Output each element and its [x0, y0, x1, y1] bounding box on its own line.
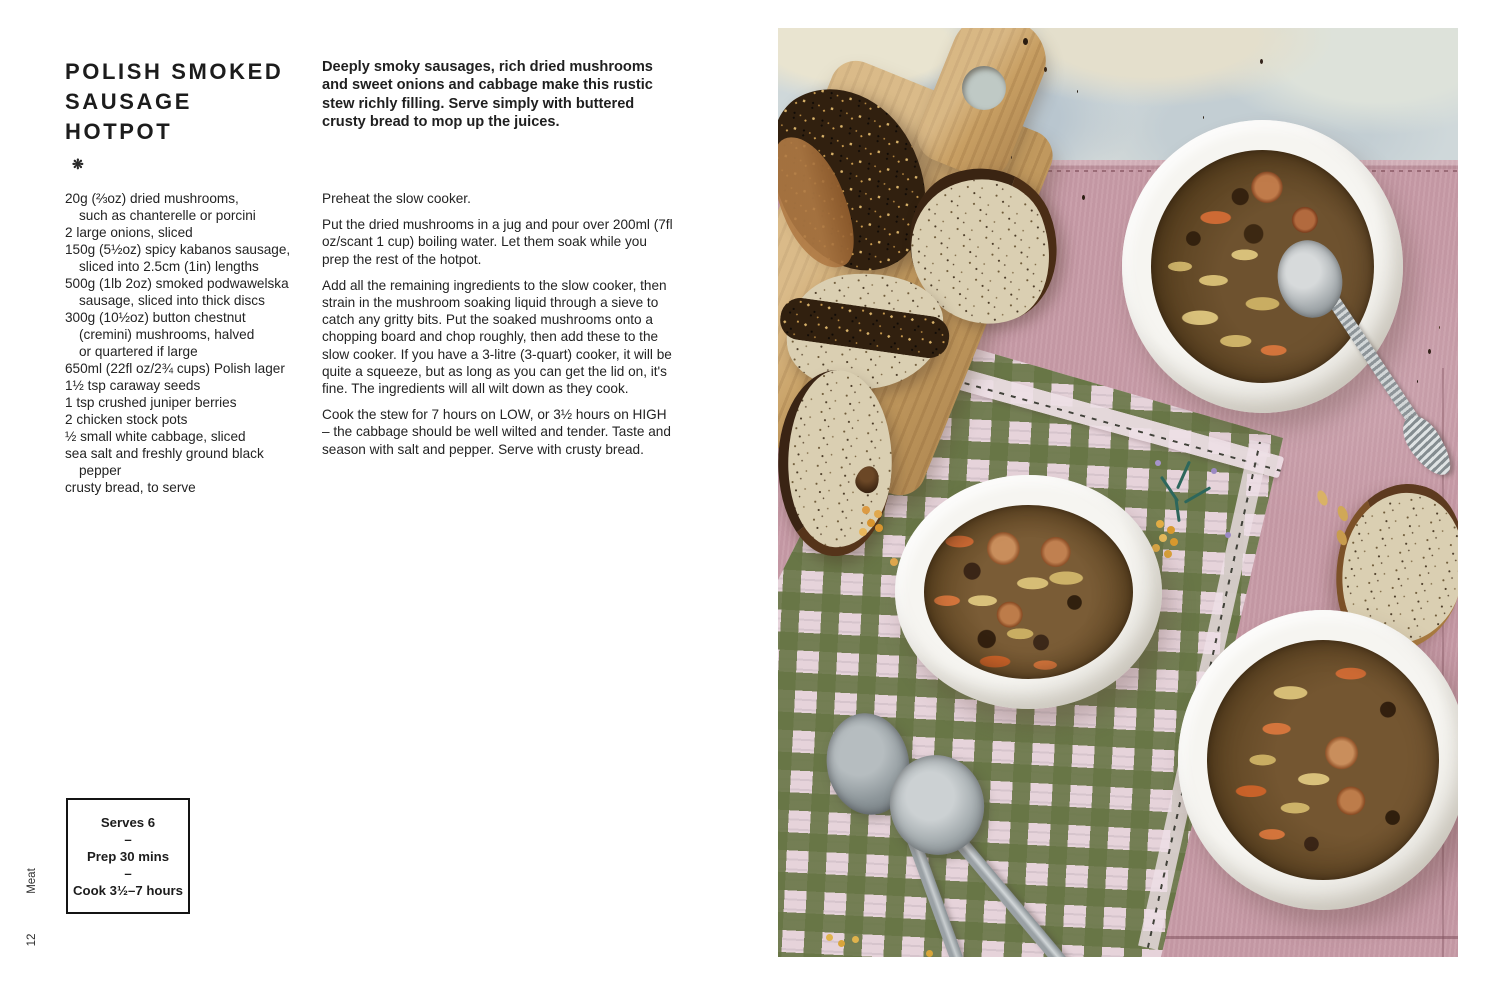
scattered-seeds [1023, 38, 1028, 45]
stew-bowl-middle [895, 475, 1162, 709]
ingredient-line: pepper [79, 463, 122, 478]
stew-bowl-bottom [1178, 610, 1458, 910]
ingredient-line: sea salt and freshly ground black [65, 446, 264, 461]
recipe-intro: Deeply smoky sausages, rich dried mushrooms and sweet onions and cabbage make this rustic stew richly filling. Serve simply with buttered crusty bread to mop up the juices. [322, 59, 653, 131]
embroidered-flower [1211, 468, 1217, 474]
ingredient-line: 300g (10½oz) button chestnut [65, 310, 246, 325]
bread-crust-band [778, 295, 952, 360]
embroidered-flower [1156, 520, 1164, 528]
method-step: Cook the stew for 7 hours on LOW, or 3½ hours on HIGH – the cabbage should be well wilted and tender. Taste and season with salt and pepper. Serve with crusty bread. [322, 407, 671, 457]
info-divider: – [124, 831, 132, 847]
embroidered-flower [826, 934, 833, 941]
recipe-photo [778, 28, 1458, 957]
ingredient-line: crusty bread, to serve [65, 480, 196, 495]
stew-contents [924, 505, 1133, 679]
recipe-title-line-3-text: HOTPOT [65, 119, 173, 144]
info-divider: – [124, 865, 132, 881]
ingredient-line: 2 large onions, sliced [65, 225, 193, 240]
method-step: Add all the remaining ingredients to the slow cooker, then strain in the mushroom soaking liquid through a sieve to catch any gritty bits. Put the soaked mushrooms onto a chopping board and chop roughly, then add these to the slow cooker. If you have a 3-litre (3-quart) cooker, it will be quite a squeeze, but as long as you can get the lid on, it's fine. The ingredients will all wilt down as they cook. [322, 277, 672, 397]
ingredients-list [65, 190, 317, 496]
prep-time-label: Prep 30 mins [86, 848, 170, 864]
ingredient-line: or quartered if large [79, 344, 198, 359]
ingredient-line: 20g (⅔oz) dried mushrooms, [65, 191, 239, 206]
ingredient-line: (cremini) mushrooms, halved [79, 327, 255, 342]
ingredient-line: sausage, sliced into thick discs [79, 293, 265, 308]
cook-time-label: Cook 3½–7 hours [73, 882, 183, 898]
recipe-title-line-1: POLISH SMOKED [65, 59, 284, 84]
stew-bowl-top [1122, 120, 1403, 413]
method-step: Preheat the slow cooker. [322, 191, 471, 206]
category-label: Meat [26, 868, 38, 894]
pink-cloth-hem [1148, 936, 1458, 939]
page-number: 12 [26, 933, 38, 947]
recipe-title [65, 57, 283, 179]
serves-info-box [66, 798, 190, 914]
ingredient-line: ½ small white cabbage, sliced [65, 429, 246, 444]
serves-label: Serves 6 [100, 814, 156, 830]
embroidered-flower [862, 506, 870, 514]
ingredient-line: such as chanterelle or porcini [79, 208, 256, 223]
cutting-board-hole [962, 66, 1006, 110]
ingredient-line: 150g (5½oz) spicy kabanos sausage, [65, 242, 291, 257]
ingredient-line: 2 chicken stock pots [65, 412, 188, 427]
method-step: Put the dried mushrooms in a jug and pour over 200ml (7fl oz/scant 1 cup) boiling water. Let them soak while you prep the rest of the hotpot. [322, 217, 673, 267]
ingredient-line: 650ml (22fl oz/2¾ cups) Polish lager [65, 361, 285, 376]
stew-contents [1207, 640, 1439, 880]
ingredient-line: 1½ tsp caraway seeds [65, 378, 201, 393]
ingredient-line: 1 tsp crushed juniper berries [65, 395, 237, 410]
ingredient-line: 500g (1lb 2oz) smoked podwawelska [65, 276, 289, 291]
method-steps [322, 190, 676, 467]
recipe-title-line-2: SAUSAGE [65, 89, 192, 114]
stew-contents [1151, 150, 1374, 383]
recipe-title-line-3 [65, 117, 283, 179]
ingredient-line: sliced into 2.5cm (1in) lengths [79, 259, 259, 274]
freezer-symbol-icon: ❋ [72, 156, 84, 172]
